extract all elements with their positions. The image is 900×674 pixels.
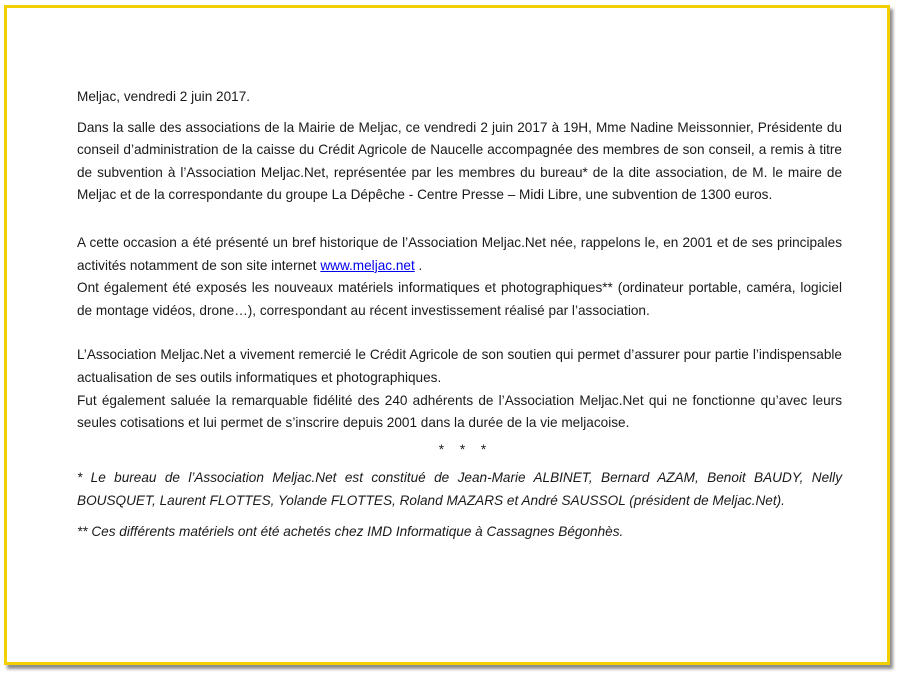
meljac-website-link[interactable]: www.meljac.net (320, 257, 415, 273)
spacer (77, 513, 842, 521)
paragraph-historique (77, 232, 842, 277)
paragraph-subvention: Dans la salle des associations de la Mairie de Meljac, ce vendredi 2 juin 2017 à 19H, Mme Nadine Meissonnier, Présidente du conseil d’administration de la caisse du Crédit Agricole de Naucelle accompagnée des membres de son conseil, a remis à titre de subvention à l’Association Meljac.Net, représentée par les membres du bureau* de la dite association, de M. le maire de Meljac et de la correspondante du groupe La Dépêche - Centre Presse – Midi Libre, une subvention de 1300 euros. (77, 119, 842, 203)
date-line: Meljac, vendredi 2 juin 2017. (77, 89, 251, 104)
paragraph-remerciement: L’Association Meljac.Net a vivement remercié le Crédit Agricole de son soutien qui permet d’assurer pour partie l’indispensable actualisation de ses outils informatiques et photographiques. (77, 347, 842, 385)
footnote-materiels: ** Ces différents matériels ont été achetés chez IMD Informatique à Cassagnes Bégonhès. (77, 523, 624, 539)
paragraph-historique-end: . (414, 257, 423, 273)
paragraph-historique-text: A cette occasion a été présenté un bref historique de l’Association Meljac.Net née, rappelons le, en 2001 et de ses principales activités notamment de son site internet (77, 234, 842, 273)
document-frame (4, 5, 890, 665)
footnote-bureau: * Le bureau de l’Association Meljac.Net est constitué de Jean-Marie ALBINET, Bernard AZAM, Benoit BAUDY, Nelly BOUSQUET, Laurent FLOTTES, Yolande FLOTTES, Roland MAZARS et André SAUSSOL (président de Meljac.Net). (77, 470, 842, 508)
spacer (77, 207, 842, 232)
spacer (77, 322, 842, 344)
paragraph-materiels: Ont également été exposés les nouveaux matériels informatiques et photographiques** (ordinateur portable, caméra, logiciel de montage vidéos, drone…), correspondant au récent investissement réalisé par l’association. (77, 280, 842, 318)
paragraph-fidelite: Fut également saluée la remarquable fidélité des 240 adhérents de l’Association Meljac.Net qui ne fonctionne qu’avec leurs seules cotisations et lui permet de s’inscrire depuis 2001 dans la durée de la vie meljacoise. (77, 392, 842, 431)
article-body (77, 86, 842, 543)
section-separator: * * * (438, 441, 493, 457)
